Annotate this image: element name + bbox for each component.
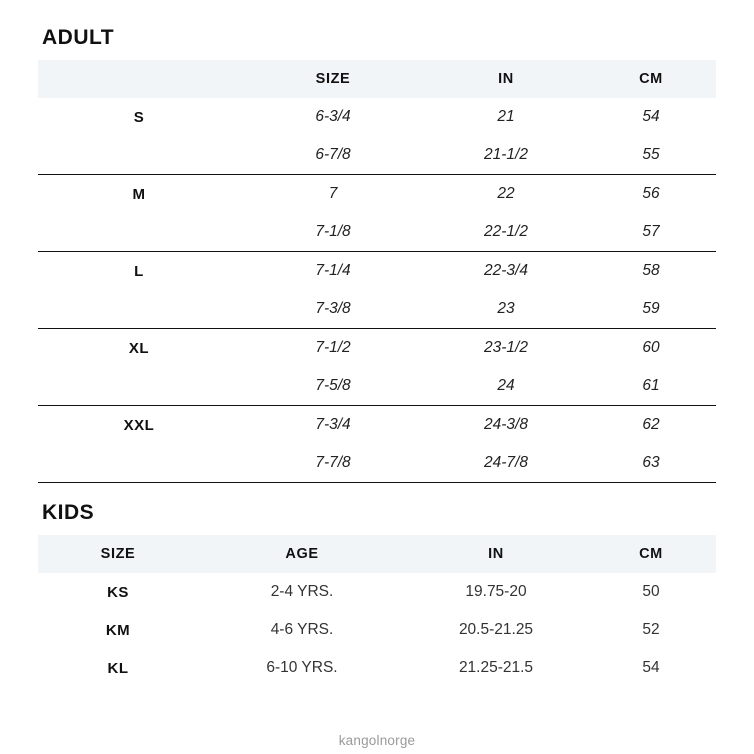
row-in: 19.75-20: [465, 583, 527, 600]
kids-table-header: [38, 535, 716, 573]
adult-size-table: [38, 60, 716, 483]
row-in: 22-1/2: [426, 213, 586, 252]
adult-header-in: IN: [426, 60, 586, 98]
row-label: [38, 213, 240, 252]
row-size: 7: [328, 185, 338, 202]
row-cm: 52: [642, 621, 660, 638]
row-cm: 62: [642, 416, 660, 433]
row-cm: 60: [642, 339, 660, 356]
table-row: [38, 367, 716, 406]
adult-header-cm: CM: [586, 60, 716, 98]
row-in: 22: [497, 185, 515, 202]
row-in: 23-1/2: [484, 339, 528, 356]
kids-header-age: AGE: [198, 535, 406, 573]
brand-watermark: kangolnorge: [338, 733, 416, 748]
row-age: 6-10 YRS.: [266, 659, 338, 676]
row-in: 20.5-21.25: [458, 621, 534, 638]
row-cm: 59: [586, 290, 716, 329]
row-in: 23: [426, 290, 586, 329]
row-age: 4-6 YRS.: [270, 621, 334, 638]
row-size: 6-7/8: [240, 136, 426, 175]
row-in: 22-3/4: [484, 262, 528, 279]
row-label: L: [134, 262, 144, 280]
adult-table-header: [38, 60, 716, 98]
row-in: 21.25-21.5: [458, 659, 534, 676]
adult-section-title: ADULT: [42, 26, 115, 49]
row-cm: 54: [642, 659, 660, 676]
row-cm: 58: [642, 262, 660, 279]
row-cm: 63: [586, 444, 716, 483]
row-in: 24: [426, 367, 586, 406]
kids-header-cm: CM: [586, 535, 716, 573]
row-in: 24-7/8: [426, 444, 586, 483]
row-cm: 56: [642, 185, 660, 202]
table-row: [38, 649, 716, 687]
row-size: 7-3/4: [315, 416, 351, 433]
row-label: [38, 136, 240, 175]
adult-header-blank: [38, 60, 240, 98]
table-row: [38, 329, 716, 368]
row-size: 7-3/8: [240, 290, 426, 329]
kids-section-title: KIDS: [42, 501, 95, 524]
kids-table-body: [38, 573, 716, 687]
row-in: 21-1/2: [426, 136, 586, 175]
row-cm: 57: [586, 213, 716, 252]
row-label: KL: [107, 659, 129, 677]
table-row: [38, 252, 716, 291]
table-row: [38, 406, 716, 445]
row-in: 21: [497, 108, 515, 125]
row-label: KS: [107, 583, 129, 601]
row-cm: 54: [642, 108, 660, 125]
row-label: M: [132, 185, 146, 203]
table-header-row: [38, 535, 716, 573]
row-cm: 55: [586, 136, 716, 175]
row-label: S: [133, 108, 145, 126]
adult-header-size: SIZE: [240, 60, 426, 98]
table-header-row: [38, 60, 716, 98]
row-size: 7-1/2: [315, 339, 351, 356]
row-label: [38, 367, 240, 406]
row-age: 2-4 YRS.: [270, 583, 334, 600]
row-in: 24-3/8: [484, 416, 528, 433]
kids-header-in: IN: [406, 535, 586, 573]
row-label: XXL: [123, 416, 155, 434]
row-size: 7-1/8: [240, 213, 426, 252]
table-row: [38, 175, 716, 214]
row-label: [38, 444, 240, 483]
row-size: 6-3/4: [315, 108, 351, 125]
row-label: [38, 290, 240, 329]
row-cm: 50: [642, 583, 660, 600]
row-size: 7-7/8: [240, 444, 426, 483]
row-cm: 61: [586, 367, 716, 406]
kids-header-size: SIZE: [38, 535, 198, 573]
kids-size-table: [38, 535, 716, 687]
adult-table-body: [38, 98, 716, 483]
table-row: [38, 290, 716, 329]
table-row: [38, 444, 716, 483]
row-label: XL: [128, 339, 150, 357]
table-row: [38, 573, 716, 611]
table-row: [38, 213, 716, 252]
table-row: [38, 98, 716, 136]
row-label: KM: [105, 621, 131, 639]
row-size: 7-1/4: [315, 262, 351, 279]
row-size: 7-5/8: [240, 367, 426, 406]
table-row: [38, 136, 716, 175]
table-row: [38, 611, 716, 649]
